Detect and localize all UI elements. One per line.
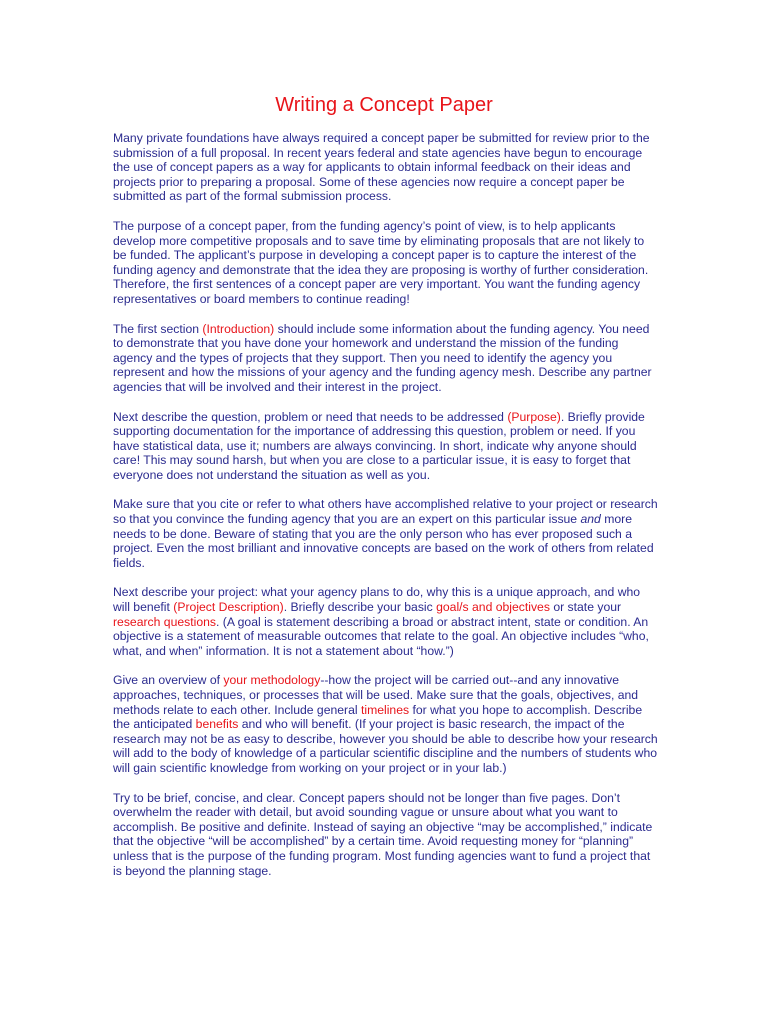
paragraph-text: for what you hope to accomplish. Describe the anticipated <box>113 702 643 732</box>
highlight-introduction: (Introduction) <box>202 321 275 336</box>
paragraph-question-problem-need <box>113 410 658 483</box>
highlight-goals-objectives: goal/s and objectives <box>436 600 550 615</box>
paragraph-text: and who will benefit. (If your project is basic research, the impact of the research may not be as easy to describe, however you should be able to describe how your research will add to the body of knowledge of a particular scientific discipline and the numbers of students who will gain scientific knowledge from working on your project or in your lab.) <box>113 717 658 775</box>
paragraph-be-brief <box>113 791 658 879</box>
paragraph-text: Make sure that you cite or refer to what others have accomplished relative to your project or research so that you convince the funding agency that you are an expert on this particular issue <box>113 497 658 527</box>
document-body <box>113 131 658 893</box>
highlight-benefits: benefits <box>195 717 239 732</box>
paragraph-text: or state your <box>549 600 622 615</box>
paragraph-text: should include some information about the funding agency. You need to demonstrate that you have done your homework and understand the mission of the funding agency and the types of projects that they support. Then you need to identify the agency you represent and how the missions of your agency and the funding agency mesh. Describe any partner agencies that will be involved and their interest in the project. <box>113 321 652 394</box>
paragraph-text: The purpose of a concept paper, from the funding agency’s point of view, is to help applicants develop more competitive proposals and to save time by eliminating proposals that are not likely to be funded. The applicant’s purpose in developing a concept paper is to capture the interest of the funding agency and demonstrate that the idea they are proposing is worthy of further consideration. Therefore, the first sentences of a concept paper are very important. You want the funding agency representatives or board members to continue reading! <box>113 218 649 306</box>
paragraph-text: Try to be brief, concise, and clear. Concept papers should not be longer than five pages. Don’t overwhelm the reader with detail, but avoid sounding vague or unsure about what you want to accomplish. Be positive and definite. Instead of saying an objective “may be accomplished,” indicate that the objective “will be accomplished” by a certain time. Avoid requesting money for “planning” unless that is the purpose of the funding program. Most funding agencies want to fund a project that is beyond the planning stage. <box>113 790 653 878</box>
paragraph-project-description <box>113 585 658 658</box>
paragraph-methodology <box>113 673 658 775</box>
highlight-research-questions: research questions <box>113 614 216 629</box>
paragraph-text: The first section <box>113 321 203 336</box>
paragraph-text: . (A goal is statement describing a broad or abstract intent, state or condition. An objective is a statement of measurable outcomes that relate to the goal. An objective includes “who, what, and when” information. It is not a statement about “how.”) <box>113 614 649 658</box>
paragraph-intro-foundations <box>113 131 658 204</box>
paragraph-text: --how the project will be carried out--and any innovative approaches, techniques, or processes that will be used. Make sure that the goals, objectives, and methods relate to each other. Include general <box>113 673 639 717</box>
highlight-methodology: your methodology <box>223 673 321 688</box>
paragraph-cite-others <box>113 497 658 570</box>
paragraph-text: more needs to be done. Beware of stating that you are the only person who has ever proposed such a project. Even the most brilliant and innovative concepts are based on the work of others from related fields. <box>113 512 654 570</box>
highlight-project-description: (Project Description) <box>173 600 284 615</box>
paragraph-purpose-of-concept-paper <box>113 219 658 307</box>
paragraph-first-section <box>113 322 658 395</box>
emphasis-and: and <box>580 512 601 527</box>
paragraph-text: Give an overview of <box>113 673 224 688</box>
paragraph-text: Next describe your project: what your agency plans to do, why this is a unique approach, and who will benefit <box>113 585 641 615</box>
paragraph-text: . Briefly provide supporting documentation for the importance of addressing this question, problem or need. If you have statistical data, use it; numbers are always convincing. In short, indicate why anyone should care! This may sound harsh, but when you are close to a particular issue, it is easy to forget that everyone does not understand the situation as well as you. <box>113 409 645 482</box>
highlight-timelines: timelines <box>360 702 410 717</box>
paragraph-text: Many private foundations have always required a concept paper be submitted for review prior to the submission of a full proposal. In recent years federal and state agencies have begun to encourage the use of concept papers as a way for applicants to obtain informal feedback on their ideas and projects prior to preparing a proposal. Some of these agencies now require a concept paper be submitted as part of the formal submission process. <box>113 131 650 204</box>
document-title: Writing a Concept Paper <box>275 94 493 116</box>
highlight-purpose: (Purpose) <box>507 409 561 424</box>
paragraph-text: . Briefly describe your basic <box>283 600 437 615</box>
paragraph-text: Next describe the question, problem or need that needs to be addressed <box>113 409 508 424</box>
